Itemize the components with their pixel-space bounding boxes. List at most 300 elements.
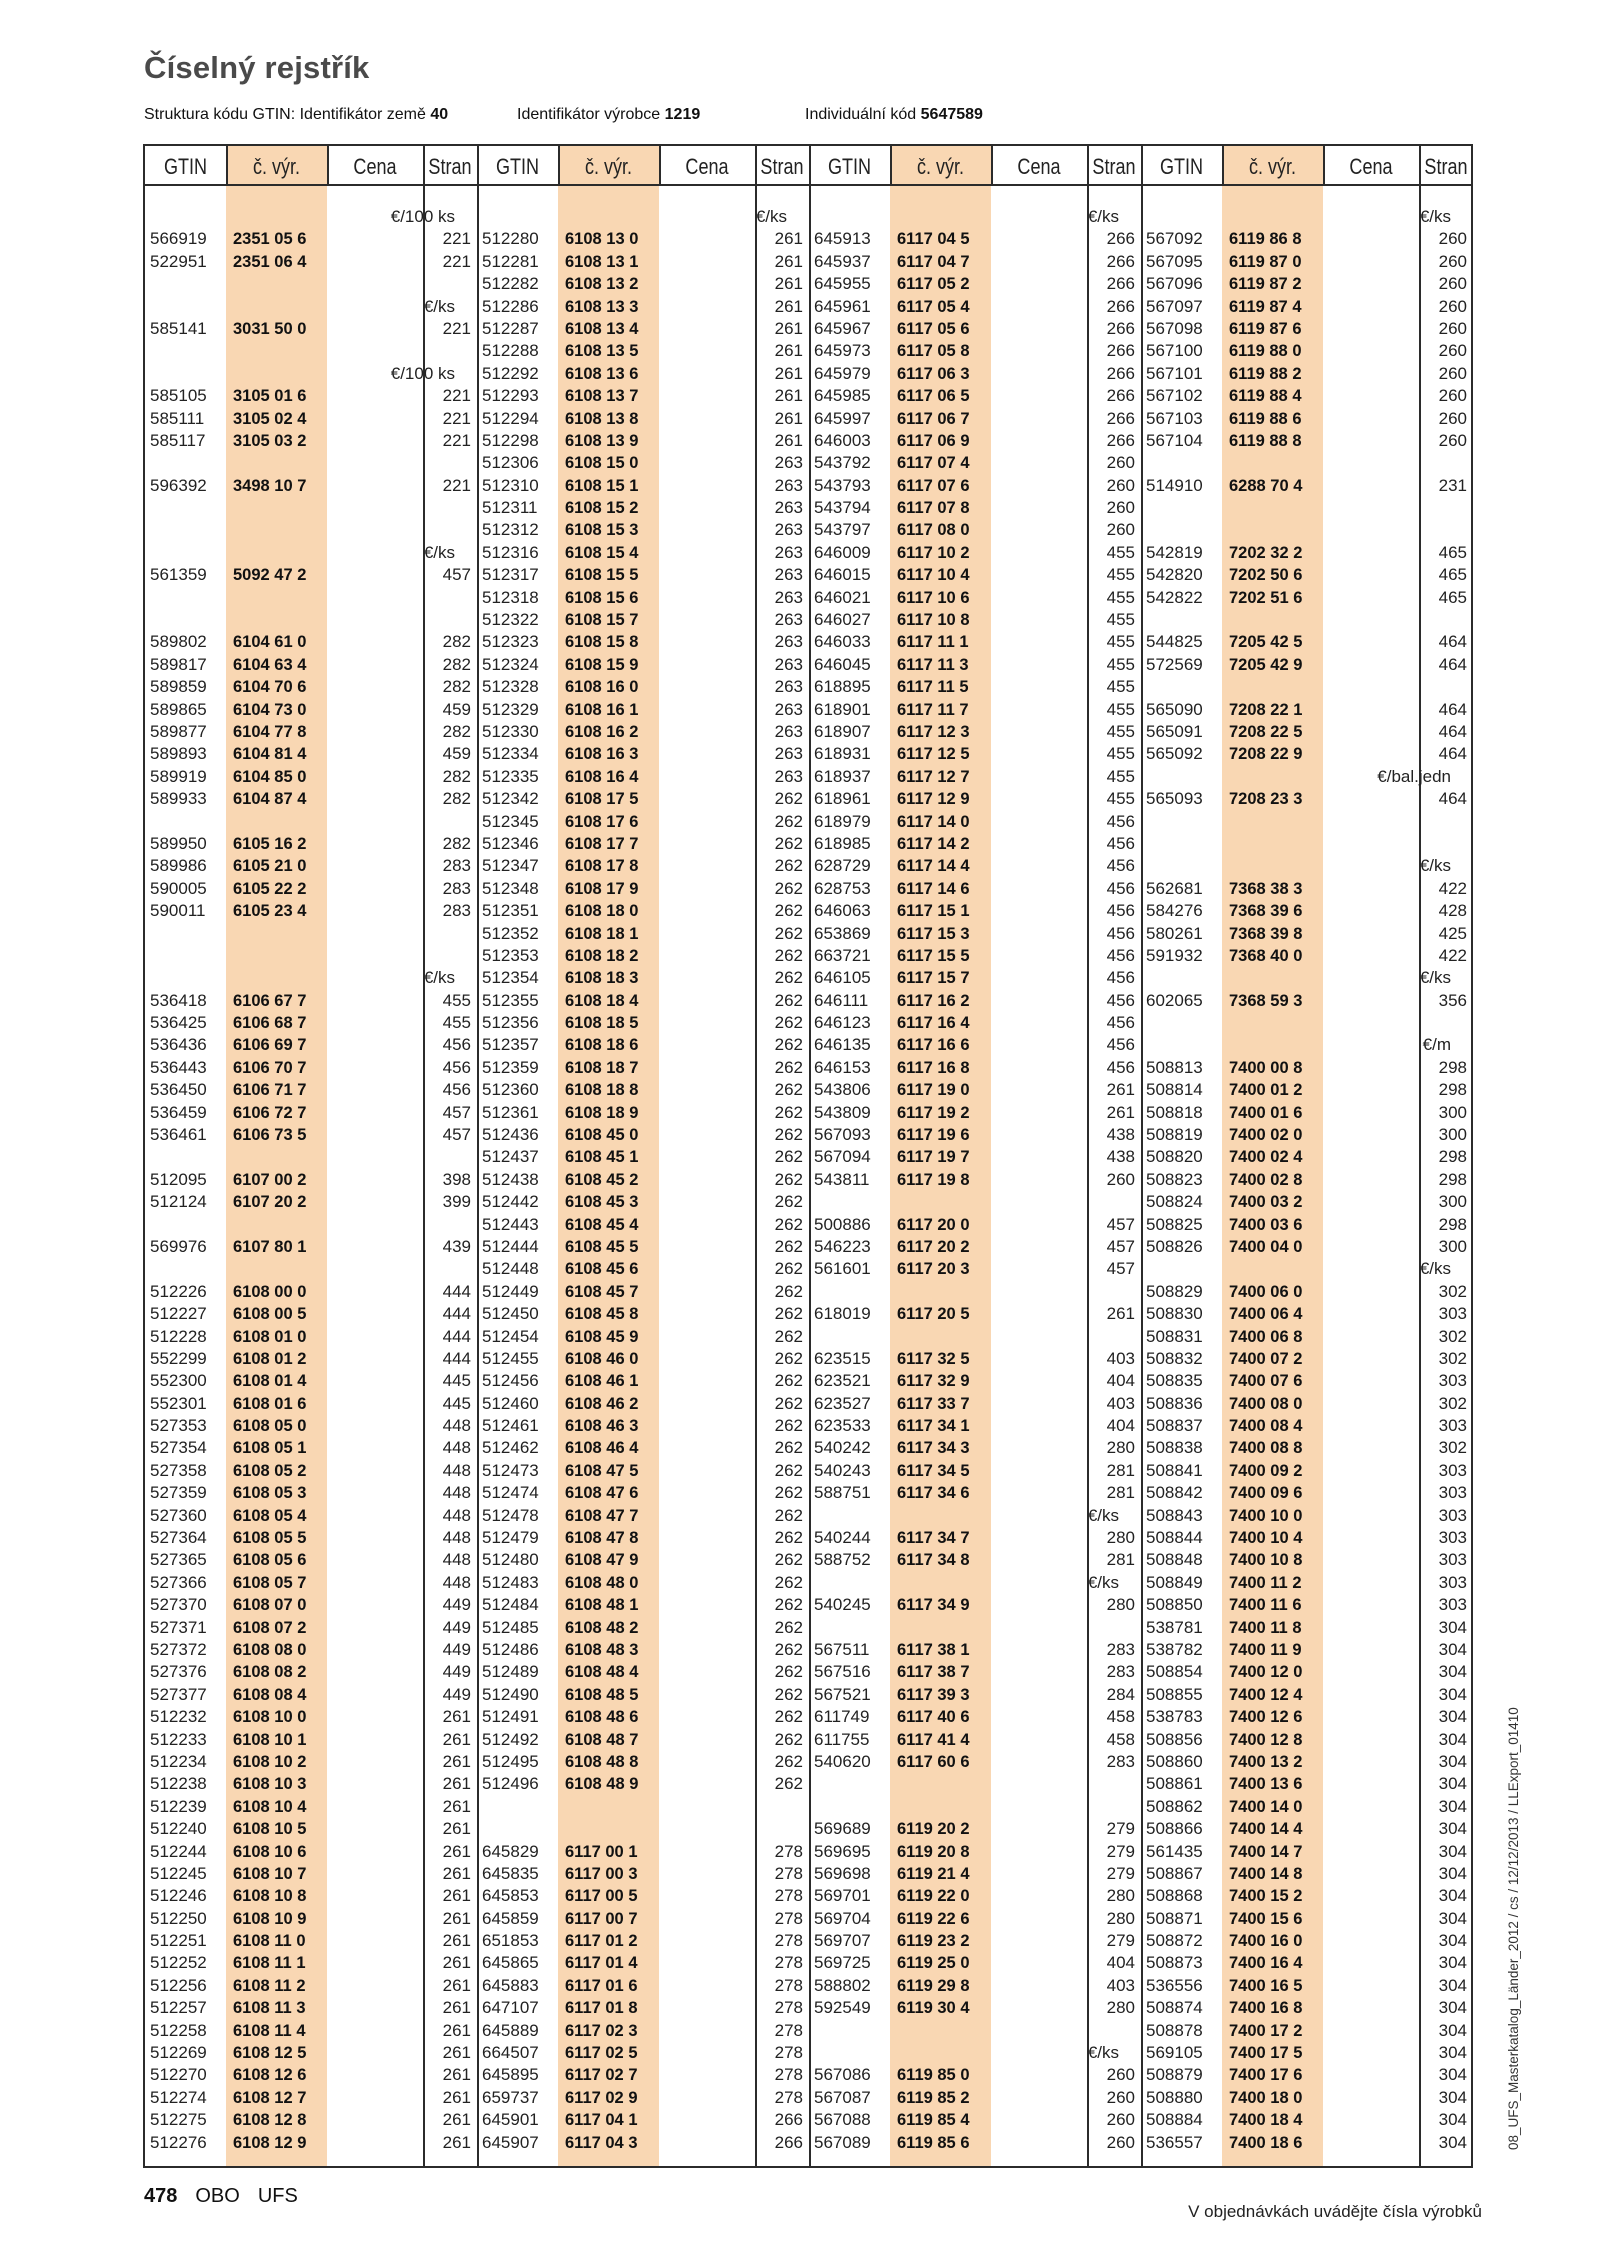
gtin-cell: 567089 — [814, 2132, 871, 2152]
gtin-cell: 569695 — [814, 1841, 871, 1861]
product-number-cell: 7368 59 3 — [1229, 991, 1303, 1010]
table-row — [477, 1975, 809, 1997]
gtin-cell: 508823 — [1146, 1169, 1203, 1189]
gtin-cell: 508818 — [1146, 1102, 1203, 1122]
page-cell: 262 — [774, 1281, 803, 1301]
gtin-cell: 508842 — [1146, 1483, 1203, 1503]
table-row — [145, 542, 477, 564]
price-unit: €/ks — [1419, 856, 1451, 876]
product-number-cell: 6108 45 7 — [565, 1282, 639, 1301]
page-cell: 260 — [1106, 2065, 1135, 2085]
product-number-cell: 6117 07 6 — [897, 476, 970, 495]
table-row — [809, 1908, 1141, 1930]
index-column-block — [1141, 146, 1473, 2166]
page-cell: 284 — [1106, 1684, 1135, 1704]
gtin-cell: 565090 — [1146, 699, 1203, 719]
table-row — [477, 878, 809, 900]
table-row — [809, 1169, 1141, 1191]
table-row — [809, 1057, 1141, 1079]
table-row — [145, 1818, 477, 1840]
product-number-cell: 6108 05 4 — [233, 1506, 307, 1525]
table-row — [477, 1281, 809, 1303]
gtin-cell: 543797 — [814, 520, 871, 540]
table-row — [1141, 206, 1473, 228]
page-cell: 456 — [1106, 1057, 1135, 1077]
table-row — [809, 1460, 1141, 1482]
table-row — [1141, 251, 1473, 273]
table-row — [145, 1684, 477, 1706]
gtin-cell: 512252 — [150, 1953, 207, 1973]
gtin-cell: 572569 — [1146, 654, 1203, 674]
gtin-cell: 508820 — [1146, 1147, 1203, 1167]
product-number-cell: 6117 01 6 — [565, 1976, 638, 1995]
table-row — [477, 2064, 809, 2086]
table-row — [145, 900, 477, 922]
table-row — [477, 1684, 809, 1706]
gtin-cell: 623533 — [814, 1416, 871, 1436]
product-number-cell: 6108 45 3 — [565, 1193, 639, 1212]
page-cell: 261 — [774, 386, 803, 406]
table-row — [145, 1930, 477, 1952]
table-row — [809, 1572, 1141, 1594]
page-cell: 221 — [442, 475, 471, 495]
gtin-cell: 512329 — [482, 699, 539, 719]
product-number-cell: 6108 17 6 — [565, 812, 639, 831]
product-number-cell: 6117 05 2 — [897, 275, 970, 294]
table-row — [145, 340, 477, 362]
table-row — [1141, 1863, 1473, 1885]
table-row — [1141, 923, 1473, 945]
table-row — [1141, 811, 1473, 833]
table-row — [477, 2087, 809, 2109]
product-number-cell: 7208 22 9 — [1229, 745, 1303, 764]
gtin-cell: 512282 — [482, 274, 539, 294]
page-cell: 263 — [774, 475, 803, 495]
product-number-cell: 6108 47 8 — [565, 1529, 639, 1548]
table-row — [1141, 1594, 1473, 1616]
gtin-cell: 536556 — [1146, 1975, 1203, 1995]
table-row — [809, 923, 1141, 945]
table-row — [145, 1729, 477, 1751]
page-cell: 260 — [1106, 498, 1135, 518]
gtin-cell: 527353 — [150, 1416, 207, 1436]
page-cell: 261 — [442, 2020, 471, 2040]
page-cell: 261 — [442, 1975, 471, 1995]
page-cell: 283 — [442, 901, 471, 921]
gtin-cell: 645889 — [482, 2020, 539, 2040]
page-cell: 282 — [442, 766, 471, 786]
product-number-cell: 6104 70 6 — [233, 678, 307, 697]
gtin-cell: 589933 — [150, 789, 207, 809]
product-number-cell: 6117 01 2 — [565, 1932, 638, 1951]
product-number-cell: 6117 14 0 — [897, 812, 970, 831]
page-cell: 261 — [774, 363, 803, 383]
product-number-cell: 7400 07 2 — [1229, 1349, 1303, 1368]
gtin-cell: 512437 — [482, 1147, 539, 1167]
table-row — [477, 631, 809, 653]
gtin-cell: 653869 — [814, 923, 871, 943]
table-row — [809, 766, 1141, 788]
page-cell: 456 — [1106, 968, 1135, 988]
product-number-cell: 7400 02 8 — [1229, 1170, 1303, 1189]
gtin-cell: 512444 — [482, 1236, 539, 1256]
page-cell: 444 — [442, 1348, 471, 1368]
table-row — [1141, 609, 1473, 631]
page-cell: 455 — [1106, 654, 1135, 674]
table-row — [145, 990, 477, 1012]
gtin-cell: 569698 — [814, 1863, 871, 1883]
page-cell: 261 — [442, 1819, 471, 1839]
product-number-cell: 6108 16 4 — [565, 767, 639, 786]
table-row — [809, 699, 1141, 721]
table-row — [145, 1505, 477, 1527]
table-row — [145, 1281, 477, 1303]
table-row — [809, 475, 1141, 497]
table-row — [809, 1437, 1141, 1459]
product-number-cell: 6119 87 2 — [1229, 275, 1302, 294]
product-number-cell: 6105 16 2 — [233, 834, 307, 853]
gtin-cell: 512454 — [482, 1326, 539, 1346]
gtin-cell: 512232 — [150, 1707, 207, 1727]
table-row — [1141, 945, 1473, 967]
gtin-cell: 512274 — [150, 2087, 207, 2107]
gtin-cell: 567511 — [814, 1640, 870, 1659]
structure-manufacturer — [517, 106, 700, 124]
gtin-cell: 512438 — [482, 1169, 539, 1189]
table-row — [1141, 1773, 1473, 1795]
table-row — [145, 363, 477, 385]
page-cell: 221 — [442, 318, 471, 338]
page-cell: 282 — [442, 789, 471, 809]
gtin-cell: 645907 — [482, 2132, 539, 2152]
gtin-cell: 646027 — [814, 610, 871, 630]
product-number-cell: 6108 45 2 — [565, 1170, 639, 1189]
product-number-cell: 6108 48 7 — [565, 1730, 639, 1749]
page-cell: 456 — [1106, 1013, 1135, 1033]
product-number-cell: 6108 48 8 — [565, 1752, 639, 1771]
gtin-cell: 512490 — [482, 1684, 539, 1704]
product-number-cell: 6108 45 4 — [565, 1215, 639, 1234]
gtin-cell: 512270 — [150, 2065, 207, 2085]
product-number-cell: 6119 85 6 — [897, 2133, 970, 2152]
gtin-cell: 508874 — [1146, 1998, 1203, 2018]
gtin-cell: 512095 — [150, 1169, 207, 1189]
gtin-cell: 512324 — [482, 654, 539, 674]
page-cell: 278 — [774, 1841, 803, 1861]
table-row — [1141, 1572, 1473, 1594]
product-number-cell: 6108 13 4 — [565, 319, 639, 338]
gtin-cell: 543794 — [814, 498, 871, 518]
gtin-cell: 512461 — [482, 1416, 539, 1436]
structure-country — [144, 106, 448, 124]
gtin-cell: 512478 — [482, 1505, 539, 1525]
product-number-cell: 6108 13 5 — [565, 342, 639, 361]
gtin-cell: 527366 — [150, 1572, 207, 1592]
gtin-cell: 567092 — [1146, 229, 1203, 249]
page-cell: 262 — [774, 1774, 803, 1794]
page-cell: 300 — [1438, 1125, 1467, 1145]
table-row — [145, 1639, 477, 1661]
product-number-cell: 5092 47 2 — [233, 566, 307, 585]
gtin-cell: 527359 — [150, 1483, 207, 1503]
product-number-cell: 6108 08 4 — [233, 1685, 307, 1704]
page-cell: 457 — [442, 565, 471, 585]
table-row — [145, 1034, 477, 1056]
page-cell: 279 — [1106, 1841, 1135, 1861]
table-row — [1141, 1214, 1473, 1236]
table-row — [809, 788, 1141, 810]
product-number-cell: 6108 48 9 — [565, 1775, 639, 1794]
page-cell: 266 — [1106, 251, 1135, 271]
gtin-cell: 538783 — [1146, 1707, 1203, 1727]
page-cell: 262 — [774, 1640, 803, 1659]
table-row — [145, 1326, 477, 1348]
table-row — [477, 1460, 809, 1482]
product-number-cell: 7400 03 2 — [1229, 1193, 1303, 1212]
gtin-cell: 645895 — [482, 2065, 539, 2085]
table-row — [1141, 1841, 1473, 1863]
table-row — [477, 1505, 809, 1527]
page-cell: 280 — [1106, 1528, 1135, 1548]
page-cell: 456 — [442, 1057, 471, 1077]
table-row — [477, 766, 809, 788]
table-row — [1141, 296, 1473, 318]
gtin-cell: 512250 — [150, 1908, 207, 1928]
page-cell: 425 — [1438, 923, 1467, 943]
product-number-cell: 6117 60 6 — [897, 1752, 970, 1771]
table-row — [477, 251, 809, 273]
table-row — [809, 1527, 1141, 1549]
page-cell: 262 — [774, 1684, 803, 1704]
table-row — [145, 833, 477, 855]
gtin-cell: 645937 — [814, 251, 871, 271]
table-row — [1141, 1729, 1473, 1751]
table-row — [1141, 1482, 1473, 1504]
table-row — [145, 1908, 477, 1930]
product-number-cell: 6108 05 1 — [233, 1439, 307, 1458]
gtin-cell: 508861 — [1146, 1774, 1203, 1794]
gtin-cell: 567086 — [814, 2065, 871, 2085]
product-number-cell: 7208 23 3 — [1229, 790, 1303, 809]
page-cell: 278 — [774, 2087, 803, 2107]
product-number-cell: 6108 11 0 — [233, 1932, 306, 1951]
page-cell: 260 — [1106, 453, 1135, 473]
page-cell: 456 — [1106, 990, 1135, 1010]
page-cell: 263 — [774, 498, 803, 518]
table-row — [1141, 676, 1473, 698]
page-cell: 455 — [1106, 766, 1135, 786]
page-cell: 261 — [442, 1886, 471, 1906]
page-cell: 304 — [1438, 2110, 1467, 2130]
gtin-cell: 508856 — [1146, 1729, 1203, 1749]
gtin-cell: 508813 — [1146, 1057, 1203, 1077]
table-row — [145, 878, 477, 900]
gtin-cell: 646153 — [814, 1057, 871, 1077]
gtin-cell: 618979 — [814, 811, 871, 831]
gtin-cell: 542822 — [1146, 587, 1203, 607]
gtin-cell: 508850 — [1146, 1595, 1203, 1615]
table-row — [145, 654, 477, 676]
product-number-cell: 6108 15 3 — [565, 521, 639, 540]
product-number-cell: 6117 34 3 — [897, 1439, 970, 1458]
product-number-cell: 7400 08 4 — [1229, 1417, 1303, 1436]
table-row — [145, 1012, 477, 1034]
table-row — [1141, 2042, 1473, 2064]
table-row — [145, 1393, 477, 1415]
gtin-cell: 569707 — [814, 1931, 871, 1951]
table-row — [477, 1258, 809, 1280]
product-number-cell: 6108 10 6 — [233, 1842, 307, 1861]
product-number-cell: 6108 05 6 — [233, 1551, 307, 1570]
gtin-cell: 512456 — [482, 1371, 539, 1391]
table-row — [477, 206, 809, 228]
price-unit: €/ks — [1087, 207, 1119, 226]
table-row — [145, 2087, 477, 2109]
page-cell: 262 — [774, 1393, 803, 1413]
product-number-cell: 6108 11 4 — [233, 2021, 306, 2040]
page-cell: 261 — [774, 318, 803, 338]
product-number-cell: 6117 15 5 — [897, 946, 970, 965]
table-row — [1141, 990, 1473, 1012]
page-cell: 278 — [774, 2065, 803, 2085]
page-cell: 261 — [1106, 1102, 1135, 1122]
gtin-cell: 512240 — [150, 1819, 207, 1839]
table-row — [1141, 1348, 1473, 1370]
header-page: Stran — [1092, 154, 1136, 179]
page-cell: 266 — [1106, 318, 1135, 338]
table-row — [1141, 542, 1473, 564]
product-number-cell: 6108 48 1 — [565, 1596, 639, 1615]
gtin-cell: 508873 — [1146, 1953, 1203, 1973]
page-cell: 448 — [442, 1460, 471, 1480]
page-title: Číselný rejstřík — [144, 50, 370, 85]
gtin-cell: 552301 — [150, 1393, 207, 1413]
gtin-cell: 561601 — [814, 1259, 871, 1279]
gtin-cell: 512356 — [482, 1013, 539, 1033]
table-row — [145, 1572, 477, 1594]
product-number-cell: 6117 34 5 — [897, 1461, 970, 1480]
gtin-cell: 562681 — [1146, 878, 1203, 898]
page-cell: 261 — [774, 430, 803, 450]
gtin-cell: 589893 — [150, 744, 207, 764]
gtin-cell: 584276 — [1146, 901, 1203, 921]
product-number-cell: 6117 34 7 — [897, 1529, 970, 1548]
product-number-cell: 7400 07 6 — [1229, 1372, 1303, 1391]
page-cell: 455 — [1106, 699, 1135, 719]
table-row — [477, 2132, 809, 2154]
product-number-cell: 6107 20 2 — [233, 1193, 307, 1212]
gtin-cell: 602065 — [1146, 990, 1203, 1010]
product-number-cell: 7400 11 8 — [1229, 1618, 1302, 1637]
product-number-cell: 6117 20 2 — [897, 1237, 970, 1256]
header-product-number: č. výr. — [252, 154, 301, 179]
page-cell: 278 — [774, 1975, 803, 1995]
gtin-cell: 645829 — [482, 1841, 539, 1861]
gtin-cell: 569689 — [814, 1819, 871, 1839]
product-number-cell: 7400 00 8 — [1229, 1058, 1303, 1077]
table-row — [145, 1258, 477, 1280]
product-number-cell: 7400 14 0 — [1229, 1797, 1303, 1816]
product-number-cell: 6108 46 1 — [565, 1372, 639, 1391]
gtin-cell: 512310 — [482, 475, 539, 495]
table-row — [1141, 1997, 1473, 2019]
table-row — [145, 408, 477, 430]
product-number-cell: 6117 00 5 — [565, 1887, 638, 1906]
page-cell: 260 — [1438, 386, 1467, 406]
product-number-cell: 6108 16 0 — [565, 678, 639, 697]
gtin-cell: 585111 — [150, 408, 205, 428]
product-number-cell: 6107 00 2 — [233, 1170, 307, 1189]
gtin-cell: 512486 — [482, 1640, 539, 1659]
table-row — [477, 1393, 809, 1415]
gtin-cell: 663721 — [814, 945, 871, 965]
page-cell: 456 — [1106, 945, 1135, 965]
product-number-cell: 6117 15 7 — [897, 969, 970, 988]
product-number-cell: 7208 22 5 — [1229, 722, 1303, 741]
product-number-cell: 6108 16 3 — [565, 745, 639, 764]
product-number-cell: 6117 10 2 — [897, 543, 970, 562]
page-cell: 304 — [1438, 1796, 1467, 1816]
product-number-cell: 7400 12 8 — [1229, 1730, 1303, 1749]
gtin-cell: 512360 — [482, 1080, 539, 1100]
table-row — [1141, 1012, 1473, 1034]
table-row — [477, 1124, 809, 1146]
product-number-cell: 6108 17 8 — [565, 857, 639, 876]
header-page: Stran — [1424, 154, 1468, 179]
table-row — [809, 2087, 1141, 2109]
price-unit: €/m — [1422, 1035, 1451, 1055]
gtin-cell: 538781 — [1146, 1617, 1203, 1637]
page-cell: 449 — [442, 1684, 471, 1704]
gtin-cell: 585141 — [150, 318, 207, 338]
table-row — [145, 2132, 477, 2154]
gtin-cell: 536425 — [150, 1013, 207, 1033]
page-cell: 278 — [774, 1931, 803, 1951]
table-row — [809, 251, 1141, 273]
table-row — [1141, 900, 1473, 922]
page-cell: 262 — [774, 901, 803, 921]
page-cell: 445 — [442, 1393, 471, 1413]
gtin-cell: 508848 — [1146, 1550, 1203, 1570]
table-row — [145, 923, 477, 945]
table-row — [1141, 452, 1473, 474]
product-number-cell: 6108 01 0 — [233, 1327, 307, 1346]
header-price: Cena — [685, 154, 729, 179]
table-row — [809, 1303, 1141, 1325]
product-number-cell: 6117 00 3 — [565, 1864, 638, 1883]
gtin-cell: 512239 — [150, 1796, 207, 1816]
page-cell: 260 — [1106, 2110, 1135, 2130]
gtin-cell: 527354 — [150, 1438, 207, 1458]
table-row — [809, 631, 1141, 653]
page-cell: 262 — [774, 990, 803, 1010]
product-number-cell: 6108 18 1 — [565, 924, 639, 943]
table-row — [477, 1146, 809, 1168]
gtin-cell: 567100 — [1146, 341, 1203, 361]
gtin-cell: 567093 — [814, 1125, 871, 1145]
gtin-cell: 512436 — [482, 1125, 539, 1145]
table-row — [1141, 2064, 1473, 2086]
table-row — [477, 1841, 809, 1863]
page-cell: 221 — [442, 408, 471, 428]
product-number-cell: 6108 12 8 — [233, 2111, 307, 2130]
gtin-cell: 646009 — [814, 542, 871, 562]
product-number-cell: 6108 10 5 — [233, 1820, 307, 1839]
table-row — [1141, 1527, 1473, 1549]
table-row — [1141, 1885, 1473, 1907]
gtin-cell: 512298 — [482, 430, 539, 450]
product-number-cell: 6119 20 2 — [897, 1820, 970, 1839]
